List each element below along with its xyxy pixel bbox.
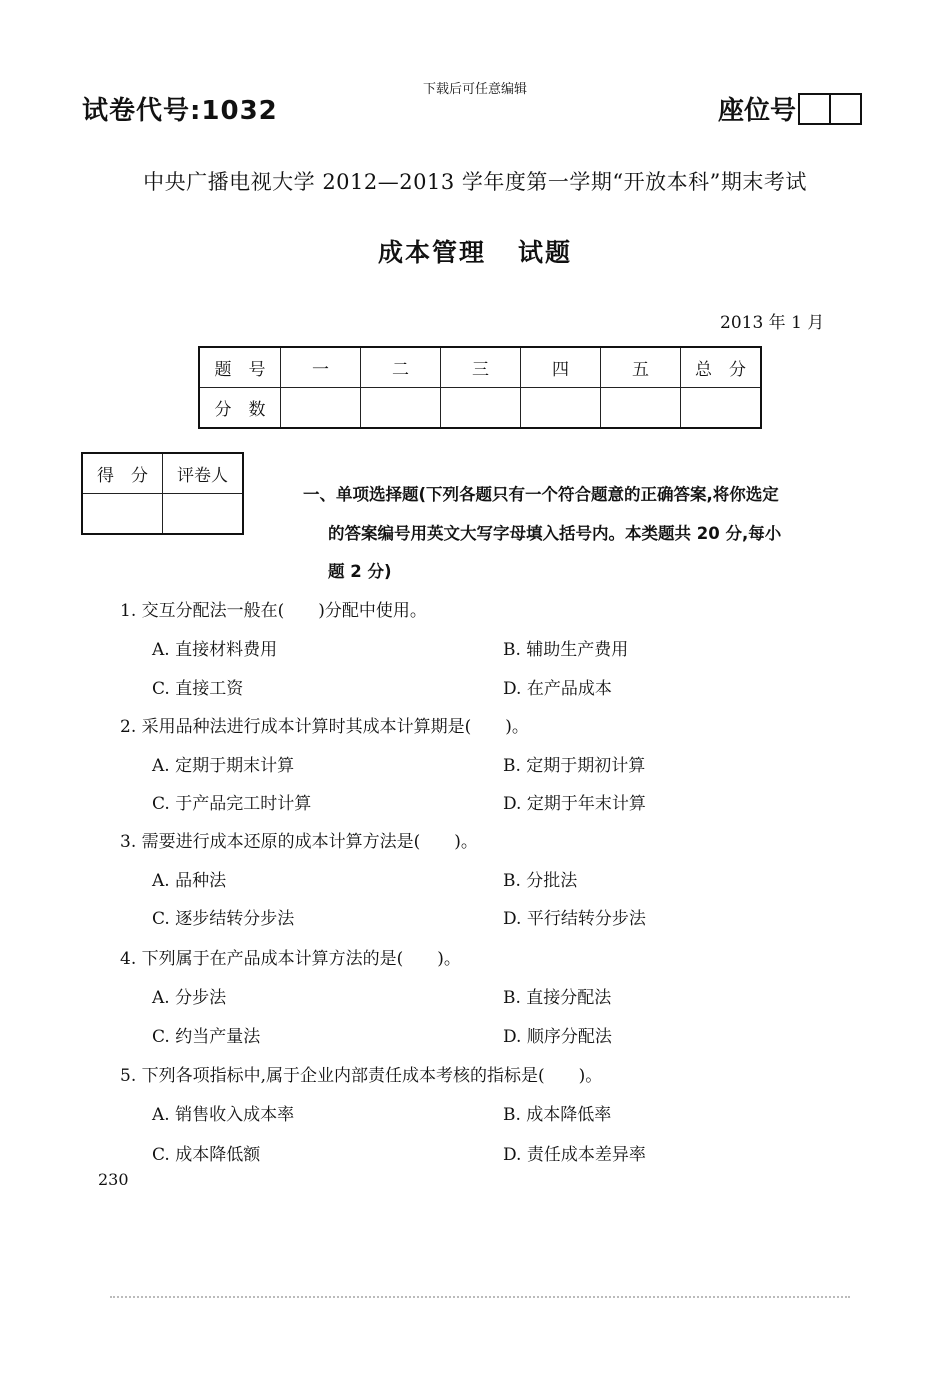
question-stem: 5. 下列各项指标中,属于企业内部责任成本考核的指标是( )。 [120,1066,603,1086]
option-d: D. 责任成本差异率 [503,1145,646,1165]
option-c: C. 逐步结转分步法 [152,909,295,929]
option-c: C. 直接工资 [152,679,244,699]
question-stem: 4. 下列属于在产品成本计算方法的是( )。 [120,949,461,969]
section-1-instructions [303,476,873,592]
score-table-cell: 题 号 [199,347,281,388]
exam-title: 中央广播电视大学 2012—2013 学年度第一学期“开放本科”期末考试 [143,170,807,194]
option-d: D. 顺序分配法 [503,1027,612,1047]
score-table-cell: 分 数 [199,388,281,429]
grader-name-label: 评卷人 [163,453,244,494]
option-b: B. 直接分配法 [503,988,612,1008]
option-b: B. 分批法 [503,871,578,891]
score-table-cell: 四 [521,347,601,388]
score-entry-cell[interactable] [521,388,601,429]
option-a: A. 销售收入成本率 [152,1105,295,1125]
download-note: 下载后可任意编辑 [422,82,527,97]
option-a: A. 品种法 [152,871,227,891]
option-b: B. 成本降低率 [503,1105,612,1125]
grader-table [81,452,244,535]
question-stem: 1. 交互分配法一般在( )分配中使用。 [120,601,427,621]
question-stem: 2. 采用品种法进行成本计算时其成本计算期是( )。 [120,717,529,737]
grader-score-entry[interactable] [82,494,163,535]
score-table [198,346,762,429]
section-line: 一、单项选择题(下列各题只有一个符合题意的正确答案,将你选定 [303,485,779,504]
seat-label: 座位号 [718,96,797,126]
option-b: B. 定期于期初计算 [503,756,646,776]
score-entry-cell[interactable] [361,388,441,429]
grader-score-label: 得 分 [82,453,163,494]
subject-suffix: 试题 [518,238,573,267]
option-a: A. 分步法 [152,988,227,1008]
score-table-cell: 五 [601,347,681,388]
seat-number-boxes [798,93,862,125]
option-a: A. 直接材料费用 [152,640,278,660]
score-table-header-row [199,347,761,388]
score-table-cell: 二 [361,347,441,388]
score-entry-cell[interactable] [681,388,762,429]
option-d: D. 在产品成本 [503,679,612,699]
score-table-cell: 三 [441,347,521,388]
section-line: 的答案编号用英文大写字母填入括号内。本类题共 20 分,每小 [328,523,782,543]
option-c: C. 约当产量法 [152,1027,261,1047]
section-line: 题 2 分) [328,562,392,581]
score-entry-cell[interactable] [441,388,521,429]
exam-date: 2013 年 1 月 [720,313,825,333]
option-c: C. 成本降低额 [152,1145,261,1165]
score-entry-cell[interactable] [281,388,361,429]
option-a: A. 定期于期末计算 [152,756,295,776]
score-entry-cell[interactable] [601,388,681,429]
subject-name: 成本管理 [377,238,486,267]
subject-title [0,233,950,269]
page-number: 230 [98,1170,129,1189]
option-d: D. 定期于年末计算 [503,794,646,814]
seat-number [718,90,862,127]
option-c: C. 于产品完工时计算 [152,794,312,814]
option-d: D. 平行结转分步法 [503,909,646,929]
grader-name-entry[interactable] [163,494,244,535]
paper-code: 试卷代号:1032 [82,96,278,126]
score-table-cell: 总 分 [681,347,762,388]
score-table-cell: 一 [281,347,361,388]
option-b: B. 辅助生产费用 [503,640,629,660]
score-table-score-row [199,388,761,429]
scan-artifact-line [110,1296,850,1300]
question-stem: 3. 需要进行成本还原的成本计算方法是( )。 [120,832,478,852]
